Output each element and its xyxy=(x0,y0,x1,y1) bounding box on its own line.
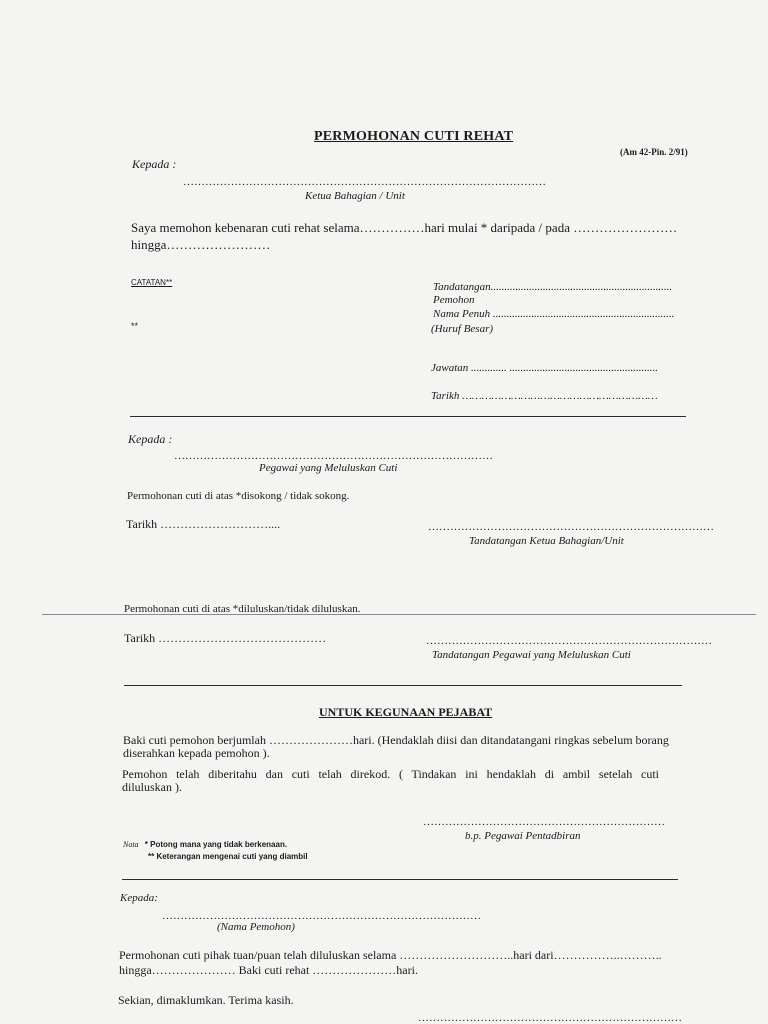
office-use-title: UNTUK KEGUNAAN PEJABAT xyxy=(319,705,493,719)
nota-block: Nota * Potong mana yang tidak berkenaan. xyxy=(123,840,288,849)
kepada-label-2: Kepada : xyxy=(128,432,173,446)
nota-2: ** Keterangan mengenai cuti yang diambil xyxy=(148,852,308,861)
approval-line-2: hingga………………… Baki cuti rehat …………………hari. xyxy=(119,963,418,977)
signature-admin-dots[interactable]: ………………………………………………………… xyxy=(423,816,665,828)
signature-head-dots[interactable]: …………………………………………………………………… xyxy=(428,521,714,533)
signature-approver-caption: Tandatangan Pegawai yang Meluluskan Cuti xyxy=(432,649,631,661)
baki-line-2: diserahkan kepada pemohon ). xyxy=(123,746,270,760)
address-caption-1: Ketua Bahagian / Unit xyxy=(305,190,405,202)
tarikh-field-1[interactable]: Tarikh …………………………………………………… xyxy=(431,390,658,402)
address-line-1[interactable]: ……………………………………………………………………………………… xyxy=(183,176,546,188)
pemohon-label: Pemohon xyxy=(433,294,475,306)
signature-head-caption: Tandatangan Ketua Bahagian/Unit xyxy=(469,535,624,547)
jawatan-field[interactable]: Jawatan ............. ...................................................... xyxy=(431,362,659,374)
full-name-field[interactable]: Nama Penuh .................................................................. xyxy=(433,308,675,320)
request-line-2: hingga…………………… xyxy=(131,237,271,252)
page-title: PERMOHONAN CUTI REHAT xyxy=(314,129,514,144)
divider-3 xyxy=(124,685,682,686)
divider-4 xyxy=(122,879,678,880)
address-line-4[interactable]: …………………………………………………………………………… xyxy=(162,910,481,922)
signature-admin-caption: b.p. Pegawai Pentadbiran xyxy=(465,830,581,842)
lulus-statement: Permohonan cuti di atas *diluluskan/tidak diluluskan. xyxy=(124,603,361,615)
divider-1 xyxy=(130,416,686,417)
request-line-1: Saya memohon kebenaran cuti rehat selama……………hari mulai * daripada / pada …………………… xyxy=(131,220,678,235)
kepada-label-1: Kepada : xyxy=(132,157,177,171)
nama-pemohon-caption: (Nama Pemohon) xyxy=(217,921,295,933)
pemohon-line-2: diluluskan ). xyxy=(122,780,182,794)
catatan-label: CATATAN** xyxy=(131,278,173,287)
signature-applicant[interactable]: Tandatangan.................................................................. xyxy=(433,281,673,293)
tarikh-field-2[interactable]: Tarikh ……………………….... xyxy=(126,517,281,531)
catatan-stars: ** xyxy=(131,321,139,331)
pemohon-line-1: Pemohon telah diberitahu dan cuti telah direkod. ( Tindakan ini hendaklah di ambil setelah cuti xyxy=(122,767,659,781)
signature-approver-dots[interactable]: …………………………………………………………………… xyxy=(426,635,712,647)
address-line-2[interactable]: …………………………………………………………………………… xyxy=(174,450,493,462)
kepada-label-4: Kepada: xyxy=(120,892,158,904)
signature-final-dots[interactable]: ……………………………………………………………… xyxy=(418,1012,682,1024)
approval-line-1: Permohonan cuti pihak tuan/puan telah diluluskan selama ………………………..hari dari……………..……….. xyxy=(119,948,662,962)
address-caption-2: Pegawai yang Meluluskan Cuti xyxy=(259,462,398,474)
sokong-statement: Permohonan cuti di atas *disokong / tidak sokong. xyxy=(127,490,350,502)
baki-line-1: Baki cuti pemohon berjumlah …………………hari. (Hendaklah diisi dan ditandatangani ringkas sebelum borang xyxy=(123,733,669,747)
huruf-besar-label: (Huruf Besar) xyxy=(431,323,494,335)
tarikh-field-3[interactable]: Tarikh …………………………………… xyxy=(124,631,327,645)
form-code: (Am 42-Pin. 2/91) xyxy=(620,147,688,157)
closing-text: Sekian, dimaklumkan. Terima kasih. xyxy=(118,993,294,1007)
